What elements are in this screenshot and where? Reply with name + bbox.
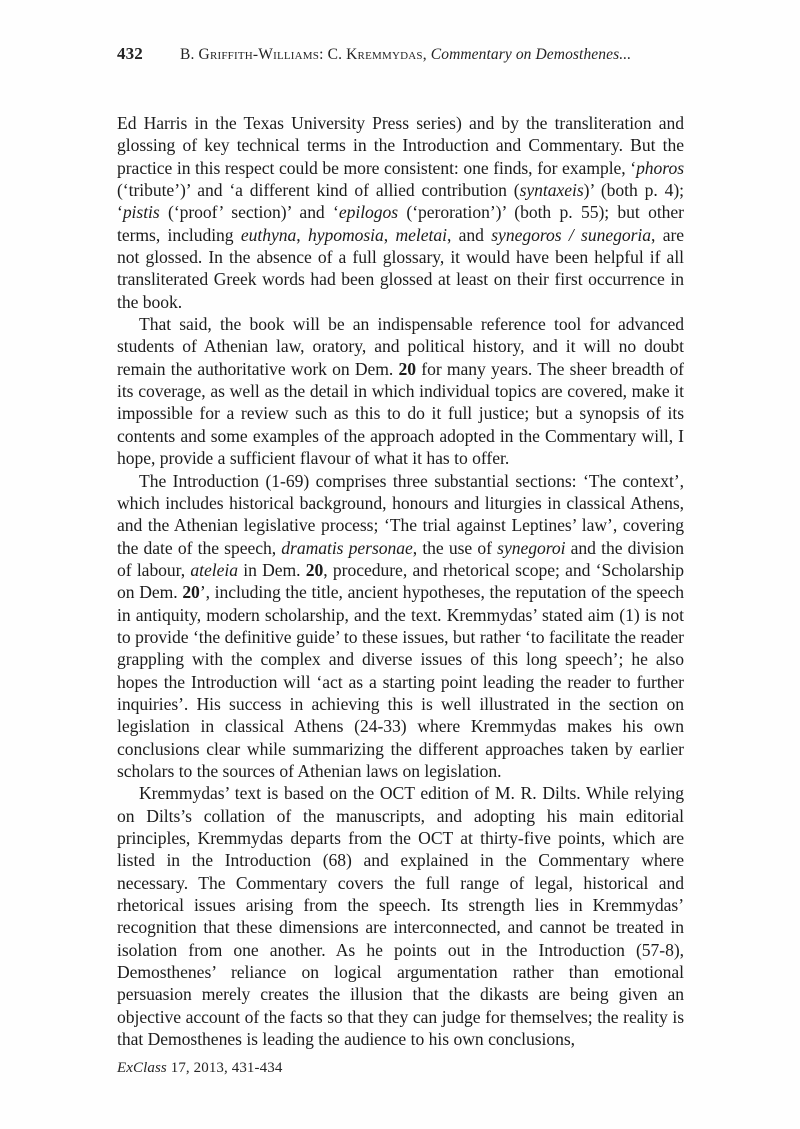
running-head	[117, 44, 683, 70]
page-footer	[117, 1060, 282, 1077]
text-run: Kremmydas’ text is based on the OCT edition of M. R. Dilts. While relying on Dilts’s collation of the manuscripts, and adopting his main editorial principles, Kremmydas departs from the OCT at thirty-five points, which are listed in the Introduction (68) and explained in the Commentary where necessary. The Commentary covers the full range of legal, historical and rhetorical issues arising from the speech. Its strength lies in Kremmydas’ recognition that these dimensions are interconnected, and cannot be treated in isolation from one another. As he points out in the Introduction (57-8), Demosthenes’ reliance on logical argumentation rather than emotional persuasion merely creates the illusion that the dikasts are being given an objective account of the facts so that they can judge for themselves; the reality is that Demosthenes is leading the audience to his own conclusions,	[117, 783, 684, 1050]
text-run: ’, including the title, ancient hypotheses, the reputation of the speech in antiquity, modern scholarship, and the text. Kremmydas’ stated aim (1) is not to provide ‘the definitive guide’ to these issues, but rather ‘to facilitate the reader grappling with the complex and diverse issues of this long speech’; he also hopes the Introduction will ‘act as a starting point leading the reader to further inquiries’. His success in achieving this is well illustrated in the section on legislation in classical Athens (24-33) where Kremmydas makes his own conclusions clear while summarizing the different approaches taken by earlier scholars to the sources of Athenian laws on legislation.	[117, 582, 684, 781]
italic-term: pistis	[122, 202, 160, 223]
paragraph	[117, 112, 684, 313]
text-run: (‘tribute’)’ and ‘a different kind of allied contribution (	[117, 180, 520, 201]
text-run: Ed Harris in the Texas University Press series) and by the transliteration and glossing of key technical terms in the Introduction and Commentary. But the practice in this respect could be more consistent: one finds, for example, ‘	[117, 113, 684, 178]
italic-term: dramatis personae	[281, 537, 413, 558]
running-head-authors	[180, 46, 631, 64]
text-run: ,	[383, 224, 396, 245]
text-run: , the use of	[412, 537, 498, 558]
text-run: The Introduction (1-69) comprises three substantial sections: ‘The context’, which includes historical background, honours and liturgies in classical Athens, and the Athenian legislative process; ‘The trial against Leptines’ law’, covering the date of the speech,	[117, 470, 684, 558]
italic-term: syntaxeis	[519, 180, 584, 201]
italic-term: synegoros / sunegoria	[491, 224, 651, 245]
journal-citation: 17, 2013, 431-434	[170, 1060, 283, 1076]
text-run: for many years. The sheer breadth of its coverage, as well as the detail in which individual topics are covered, make it impossible for a review such as this to do it full justice; but a synopsis of its contents and some examples of the approach adopted in the Commentary will, I hope, provide a sufficient flavour of what it has to offer.	[117, 358, 684, 469]
bold-numeral: 20	[398, 358, 417, 379]
bold-numeral: 20	[182, 582, 200, 603]
paragraph	[117, 470, 684, 783]
italic-term: ateleia	[190, 559, 238, 580]
paragraph	[117, 782, 684, 1050]
running-head-separator: :	[319, 46, 324, 63]
text-run: (‘peroration’)’ (both p. 55); but other terms, including	[117, 202, 684, 245]
journal-name: ExClass	[117, 1060, 167, 1076]
body-text-block	[117, 112, 684, 1050]
running-head-work-title: Commentary on Demosthenes...	[430, 46, 632, 63]
text-run: , procedure, and rhetorical scope; and ‘Scholarship on Dem.	[117, 559, 684, 603]
text-run: That said, the book will be an indispensable reference tool for advanced students of Athenian law, oratory, and political history, and it will no doubt remain the authoritative work on Dem.	[117, 314, 684, 379]
page-number: 432	[117, 44, 143, 63]
text-run: , and	[446, 224, 492, 245]
italic-term: phoros	[636, 157, 684, 178]
paragraph	[117, 313, 684, 469]
text-run: and the division of labour,	[117, 537, 684, 580]
author-surname: Kremmydas	[346, 46, 423, 63]
italic-term: synegoroi	[497, 537, 566, 558]
reviewer-surname: Griffith-Williams	[198, 46, 320, 63]
text-run: (‘proof’ section)’ and ‘	[159, 202, 339, 223]
text-run: )’ (both p. 4); ‘	[117, 180, 684, 223]
text-run: , are not glossed. In the absence of a full glossary, it would have been helpful if all transliterated Greek words had been glossed at least on their first occurrence in the book.	[117, 224, 685, 312]
italic-term: meletai	[395, 224, 447, 245]
italic-term: epilogos	[338, 202, 399, 223]
reviewer-initial: B.	[180, 46, 195, 63]
running-head-comma: ,	[422, 46, 427, 63]
bold-numeral: 20	[305, 559, 324, 580]
italic-term: hypomosia	[307, 224, 384, 245]
italic-term: euthyna	[240, 224, 297, 245]
author-initial: C.	[327, 46, 343, 63]
text-run: in Dem.	[237, 559, 306, 580]
text-run: ,	[296, 224, 308, 245]
